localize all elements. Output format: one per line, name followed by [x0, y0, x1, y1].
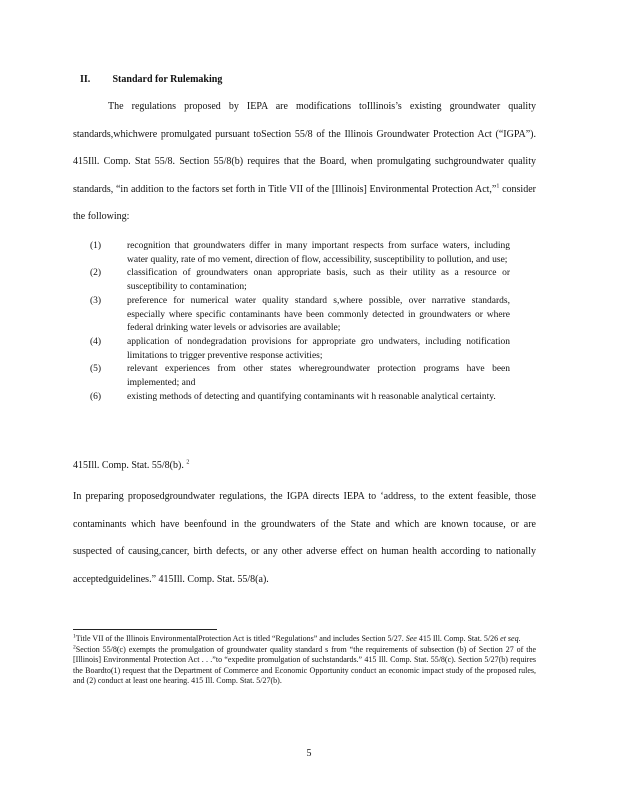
list-item-number: (4): [90, 336, 102, 347]
list-item-number: (2): [90, 268, 102, 279]
footnote-ref-1[interactable]: 1: [496, 183, 500, 190]
list-item-number: (5): [90, 364, 102, 375]
statute-citation: [73, 460, 189, 471]
paragraph-standard-text: The regulations proposed by IEPA are modifications toIllinois’s existing groundwater quality standards,whichwere promulgated pursuant toSection 55/8 of the Illinois Groundwater Protection Act (“IGPA”). 415Ill. Comp. Stat 55/8. Section 55/8(b) requires that the Board, when promulgating suchgroundwater quality standards, “in addition to the factors set forth in Title VII of the [Illinois] Environmental Protection Act,”: [73, 101, 536, 195]
list-item-text: relevant experiences from other states wheregroundwater protection programs have been implemented; and: [127, 364, 510, 389]
paragraph-standard-tail: consider the following:: [73, 183, 536, 223]
list-item-text: recognition that groundwaters differ in many important respects from surface waters, including water quality, rate of mo vement, direction of flow, accessibility, susceptibility to pollution, and use;: [127, 241, 510, 265]
list-item: [90, 363, 510, 390]
footnote-2: [73, 645, 536, 687]
list-item-text: application of nondegradation provisions for appropriate gro undwaters, including notification limitations to trigger preventive response activities;: [127, 336, 510, 361]
section-title: Standard for Rulemaking: [112, 74, 223, 85]
footnote-mark: 2: [73, 643, 76, 650]
list-item: [90, 240, 510, 267]
list-item: [90, 391, 510, 405]
section-number: II.: [80, 74, 91, 85]
footnote-mark: 1: [73, 633, 76, 640]
list-item-number: (3): [90, 295, 102, 306]
footnote-divider: [73, 629, 217, 630]
footnote-italic: See: [405, 634, 417, 643]
list-item: [90, 295, 510, 336]
list-item-number: (1): [90, 241, 102, 251]
statute-citation-text: 415Ill. Comp. Stat. 55/8(b).: [73, 460, 184, 471]
footnote-1: [73, 634, 536, 645]
footnote-italic: et seq.: [500, 634, 521, 643]
footnote-text: Title VII of the Illinois EnvironmentalProtection Act is titled “Regulations” and includes Section 5/27.: [75, 634, 406, 643]
list-item-text: classification of groundwaters onan appropriate basis, such as their utility as a resource or susceptibility to contamination;: [127, 268, 510, 293]
paragraph-igpa-directive: In preparing proposedgroundwater regulations, the IGPA directs IEPA to ‘address, to the extent feasible, those contaminants which have beenfound in the groundwaters of the State and which are known tocause, or are suspected of causing,cancer, birth defects, or any other adverse effect on human health according to nationally acceptedguidelines.” 415Ill. Comp. Stat. 55/8(a).: [73, 491, 536, 585]
list-item-text: existing methods of detecting and quantifying contaminants wit h reasonable analytical certainty.: [127, 391, 496, 402]
list-item-number: (6): [90, 391, 102, 402]
footnote-text: Section 55/8(c) exempts the promulgation of groundwater quality standard s from “the requirements of subsection (b) of Section 27 of the [Illinois] Environmental Protection Act . . .”to “expedite promulgation of suchstandards.” 415 Ill. Comp. Stat. 55/8(c). Section 5/27(b) requires the Boardto(1) request that the Department of Commerce and Economic Opportunity conduct an economic impact study of the proposed rules, and (2) conduct at least one hearing. 415 Ill. Comp. Stat. 5/27(b).: [73, 644, 536, 686]
page-number: 5: [306, 748, 312, 759]
list-item: [90, 267, 510, 294]
factors-list: [90, 240, 510, 404]
section-heading: [80, 74, 222, 85]
paragraph-standard: [73, 93, 536, 231]
list-item: [90, 336, 510, 363]
footnote-text: 415 Ill. Comp. Stat. 5/26: [416, 634, 501, 643]
footnotes: [73, 634, 536, 687]
footnote-ref-2[interactable]: 2: [186, 459, 190, 466]
list-item-text: preference for numerical water quality standard s,where possible, over narrative standards, especially where specific contaminants have been commonly detected in groundwaters or where federal drinking water levels or advisories are available;: [127, 295, 510, 334]
